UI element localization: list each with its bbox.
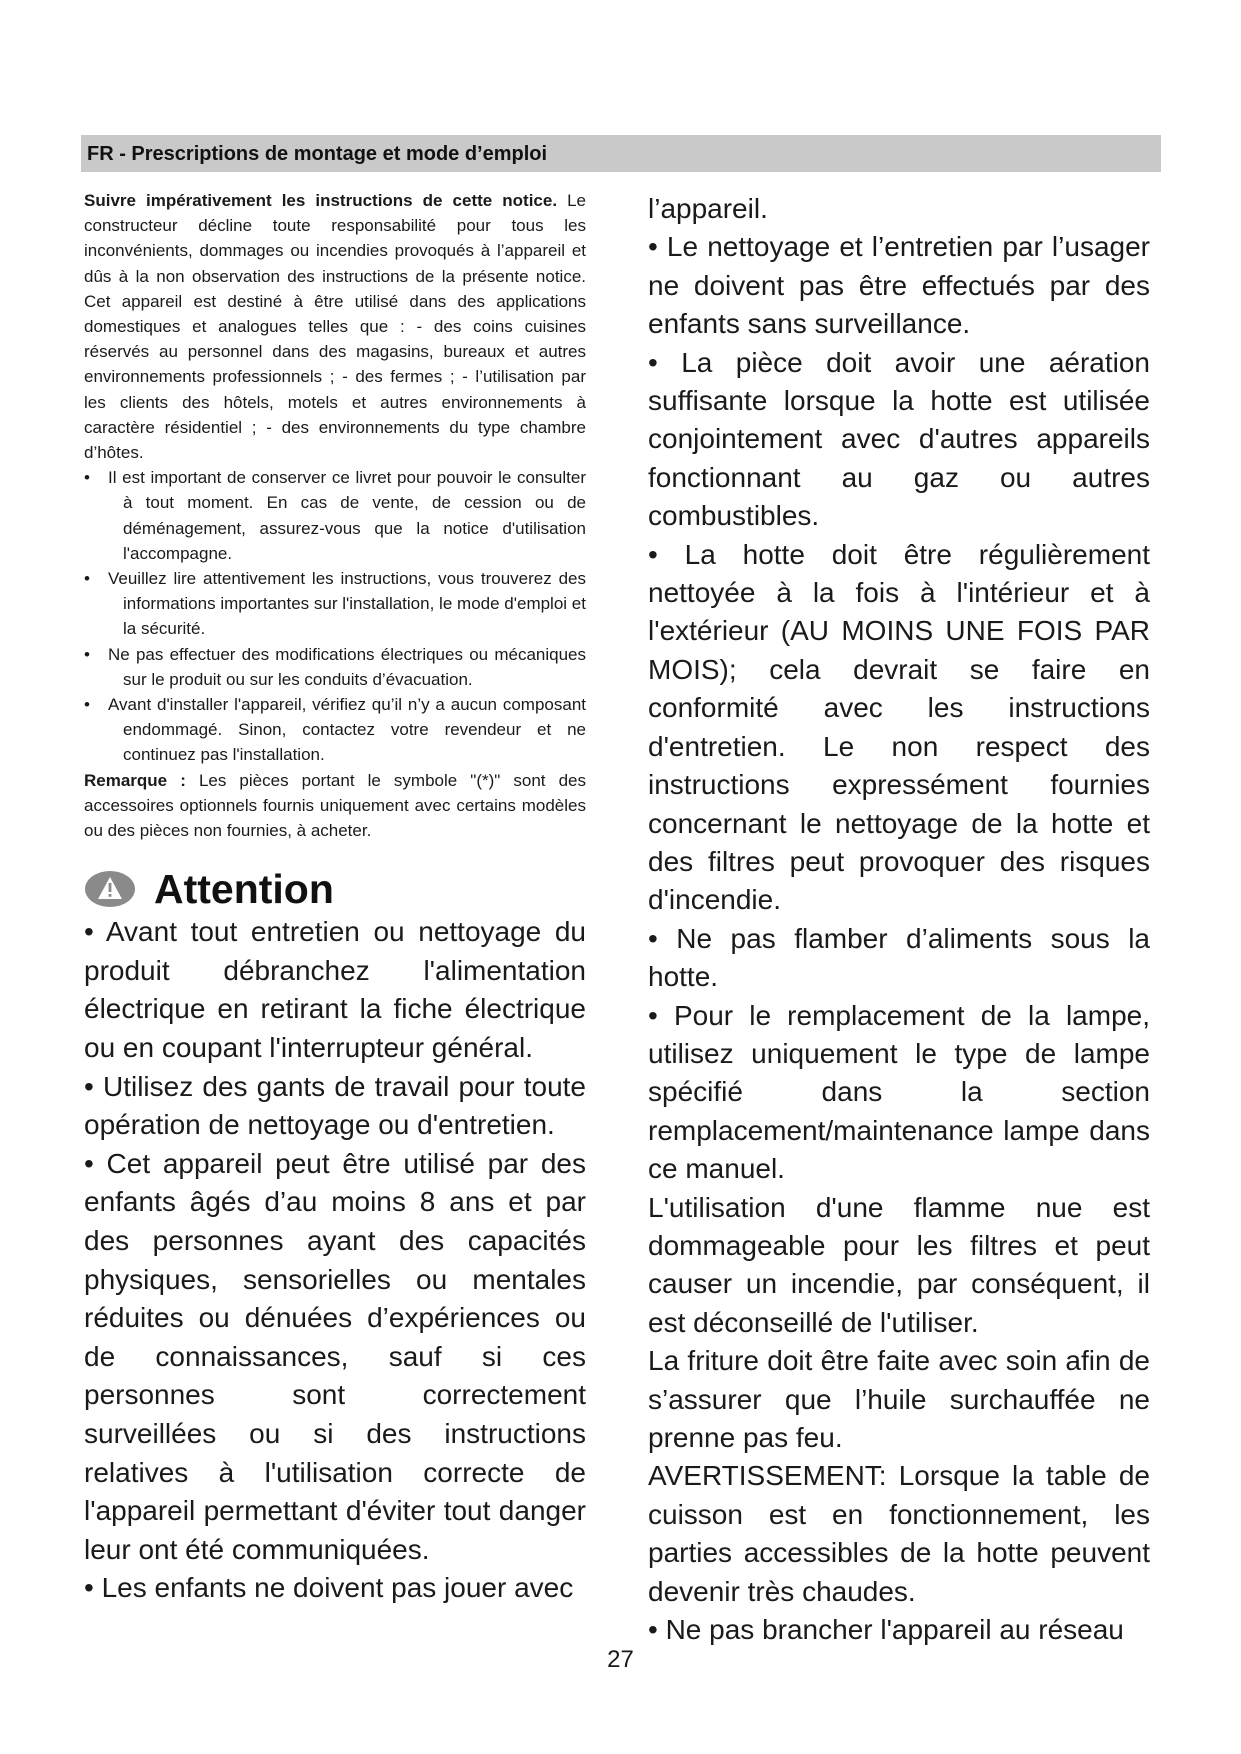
right-column: [648, 190, 1150, 1649]
intro-paragraph: [84, 188, 586, 465]
remark-body: Les pièces portant le symbole "(*)" sont des accessoires optionnels fournis uniquement avec certains modèles ou des pièces non fournies, à acheter.: [84, 770, 586, 841]
right-paragraph: • Le nettoyage et l’entretien par l’usager ne doivent pas être effectués par des enfants sans surveillance.: [648, 231, 1150, 340]
intro-block: [84, 188, 586, 843]
remark-label: Remarque :: [84, 770, 186, 790]
right-paragraph: AVERTISSEMENT: Lorsque la table de cuisson est en fonctionnement, les parties accessibles de la hotte peuvent devenir très chaudes.: [648, 1460, 1150, 1607]
right-paragraph: l’appareil.: [648, 193, 768, 224]
list-item: • Il est important de conserver ce livret pour pouvoir le consulter à tout moment. En cas de vente, de cession ou de déménagement, assurez-vous que la notice d'utilisation l'accompagne.: [84, 465, 586, 566]
right-paragraph: L'utilisation d'une flamme nue est dommageable pour les filtres et peut causer un incendie, par conséquent, il est déconseillé de l'utiliser.: [648, 1191, 1150, 1338]
right-paragraph: • Ne pas flamber d’aliments sous la hotte.: [648, 922, 1150, 993]
attention-heading: [84, 865, 586, 913]
list-item: • Ne pas effectuer des modifications électriques ou mécaniques sur le produit ou sur les conduits d’évacuation.: [84, 642, 586, 692]
warning-triangle-icon: [84, 870, 136, 908]
intro-lead: Suivre impérativement les instructions de cette notice.: [84, 191, 558, 210]
attention-paragraph: • Les enfants ne doivent pas jouer avec: [84, 1572, 574, 1604]
right-paragraph: • La pièce doit avoir une aération suffisante lorsque la hotte est utilisée conjointement avec d'autres appareils fonctionnant au gaz ou autres combustibles.: [648, 346, 1150, 532]
right-paragraph: • Ne pas brancher l'appareil au réseau: [648, 1614, 1124, 1646]
attention-block: [84, 913, 586, 1608]
attention-paragraph: • Cet appareil peut être utilisé par des enfants âgés d’au moins 8 ans et par des personnes ayant des capacités physiques, sensorielles ou mentales réduites ou dénuées d’expériences ou de connaissances, sauf si ces personnes sont correctement surveillées ou si des instructions relatives à l'utilisation correcte de l'appareil permettant d'éviter tout danger leur ont été communiquées.: [84, 1147, 586, 1565]
right-text-block: [648, 190, 1150, 1649]
attention-paragraph: • Avant tout entretien ou nettoyage du produit débranchez l'alimentation électrique en retirant la fiche électrique ou en coupant l'interrupteur général.: [84, 916, 586, 1064]
section-header-bar: [81, 135, 1161, 172]
right-paragraph: La friture doit être faite avec soin afin de s’assurer que l’huile surchauffée ne prenne pas feu.: [648, 1345, 1150, 1453]
page-number: 27: [607, 1646, 634, 1673]
attention-paragraph: • Utilisez des gants de travail pour toute opération de nettoyage ou d'entretien.: [84, 1070, 586, 1141]
left-column: [84, 188, 586, 1608]
section-title: FR - Prescriptions de montage et mode d’emploi: [87, 143, 548, 165]
intro-body: Le constructeur décline toute responsabilité pour tous les inconvénients, dommages ou incendies provoqués à l’appareil et dûs à la non observation des instructions de la présente notice. Cet appareil est destiné à être utilisé dans des applications domestiques et analogues telles que : - des coins cuisines réservés au personnel dans des magasins, bureaux et autres environnements professionnels ; - des fermes ; - l’utilisation par les clients des hôtels, motels et autres environnements à caractère résidentiel ; - des environnements du type chambre d’hôtes.: [84, 191, 586, 463]
list-item: • Avant d'installer l'appareil, vérifiez qu’il n’y a aucun composant endommagé. Sinon, contactez votre revendeur et ne continuez pas l'installation.: [84, 692, 586, 768]
list-item: • Veuillez lire attentivement les instructions, vous trouverez des informations importantes sur l'installation, le mode d'emploi et la sécurité.: [84, 566, 586, 642]
remark-paragraph: [84, 768, 586, 844]
attention-title: Attention: [154, 865, 334, 912]
right-paragraph: • Pour le remplacement de la lampe, utilisez uniquement le type de lampe spécifié dans la section remplacement/maintenance lampe dans ce manuel.: [648, 999, 1150, 1185]
instruction-list: [84, 465, 586, 767]
right-paragraph: • La hotte doit être régulièrement nettoyée à la fois à l'intérieur et à l'extérieur (AU MOINS UNE FOIS PAR MOIS); cela devrait se faire en conformité avec les instructions d'entretien. Le non respect des instructions expressément fournies concernant le nettoyage de la hotte et des filtres peut provoquer des risques d'incendie.: [648, 538, 1150, 916]
